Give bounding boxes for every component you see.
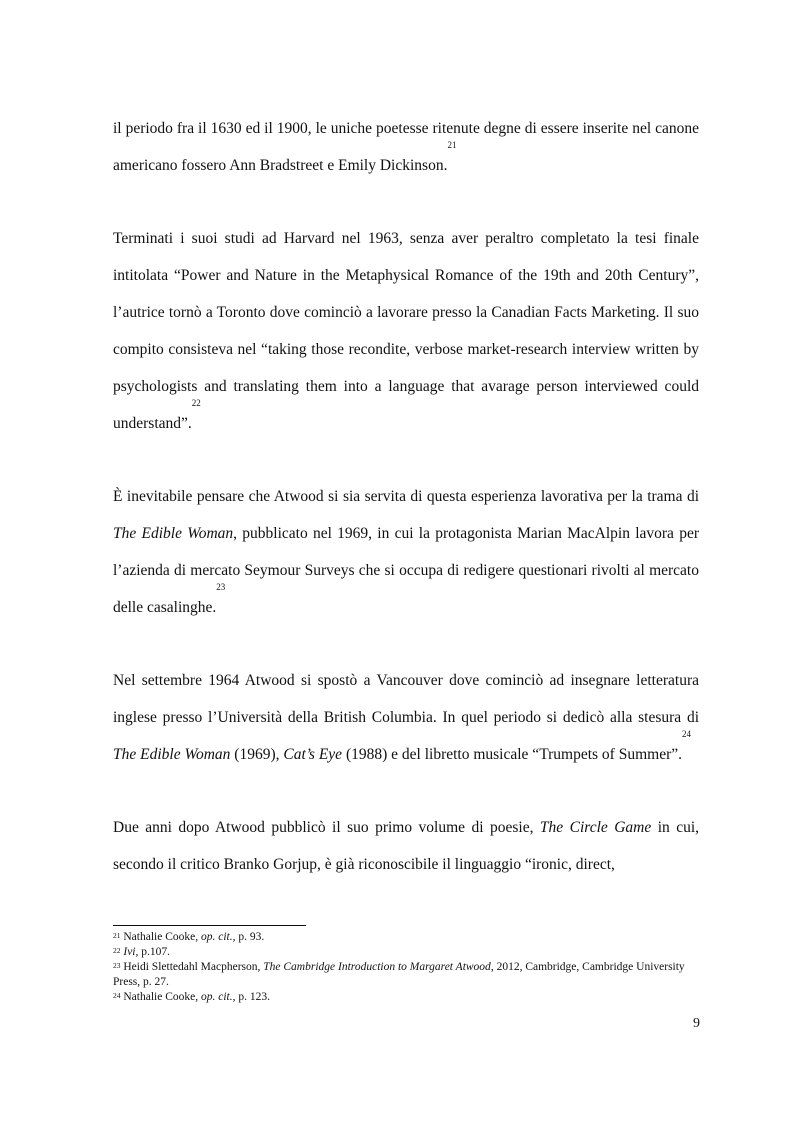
body-text bbox=[113, 110, 699, 919]
footnote-text: , p. 123. bbox=[232, 991, 270, 1003]
footnote-text: , 2012, Cambridge, Cambridge University Press, p. 27. bbox=[113, 961, 685, 988]
paragraph-text: (1988) e del libretto musicale “Trumpets of Summer”. bbox=[342, 746, 682, 763]
page-number: 9 bbox=[693, 1016, 700, 1031]
footnote-text: p.107. bbox=[138, 946, 171, 958]
book-title: Cat’s Eye bbox=[283, 746, 343, 763]
paragraph-2 bbox=[113, 220, 699, 442]
footnotes bbox=[113, 930, 699, 1005]
footnote-italic: op. cit. bbox=[200, 931, 233, 943]
footnote-number: 22 bbox=[113, 946, 121, 955]
footnote-italic: The Cambridge Introduction to Margaret Atwood bbox=[263, 961, 491, 973]
paragraph-text: Terminati i suoi studi ad Harvard nel 1963, senza aver peraltro completato la tesi finale intitolata “Power and Nature in the Metaphysical Romance of the 19th and 20th Century”, l’autrice tornò a Toronto dove cominciò a lavorare presso la Canadian Facts Marketing. Il suo compito consisteva nel “taking those recondite, verbose market-research interview written by psychologists and translating them into a language that avarage person interviewed could understand”. bbox=[113, 230, 699, 432]
footnote-reference-24: 24 bbox=[682, 729, 691, 739]
footnote-24 bbox=[113, 990, 699, 1005]
book-title: The Edible Woman bbox=[113, 746, 231, 763]
footnote-reference-23: 23 bbox=[216, 582, 226, 592]
footnote-reference-22: 22 bbox=[191, 398, 201, 408]
paragraph-text: , pubblicato nel 1969, in cui la protagonista Marian MacAlpin lavora per l’azienda di mercato Seymour Surveys che si occupa di redigere questionari rivolti al mercato delle casalinghe. bbox=[113, 525, 699, 616]
paragraph-text: È inevitabile pensare che Atwood si sia servita di questa esperienza lavorativa per la trama di bbox=[113, 488, 699, 505]
footnote-text: Heidi Slettedahl Macpherson, bbox=[123, 961, 264, 973]
paragraph-text: Due anni dopo Atwood pubblicò il suo primo volume di poesie, bbox=[113, 819, 540, 836]
paragraph-3 bbox=[113, 478, 699, 626]
footnote-separator bbox=[113, 925, 306, 926]
footnote-reference-21: 21 bbox=[447, 140, 457, 150]
footnote-number: 24 bbox=[113, 991, 121, 1000]
book-title: The Edible Woman bbox=[113, 525, 234, 542]
footnote-23 bbox=[113, 960, 699, 990]
paragraph-text: Nel settembre 1964 Atwood si spostò a Vancouver dove cominciò ad insegnare letteratura inglese presso l’Università della British Columbia. In quel periodo si dedicò alla stesura di bbox=[113, 672, 699, 726]
paragraph-1 bbox=[113, 110, 699, 184]
footnote-22 bbox=[113, 945, 699, 960]
paragraph-5 bbox=[113, 809, 699, 883]
paragraph-text: in cui, secondo il critico Branko Gorjup, è già riconoscibile il linguaggio “ironic, direct, bbox=[113, 819, 700, 873]
paragraph-text: (1969), bbox=[230, 746, 284, 763]
footnote-number: 23 bbox=[113, 961, 121, 970]
footnote-number: 21 bbox=[113, 931, 121, 940]
paragraph-text: il periodo fra il 1630 ed il 1900, le uniche poetesse ritenute degne di essere inserite nel canone americano fossero Ann Bradstreet e Emily Dickinson. bbox=[113, 120, 699, 174]
footnote-text: Nathalie Cooke, bbox=[123, 991, 201, 1003]
footnote-italic: Ivi, bbox=[123, 946, 139, 958]
footnote-21 bbox=[113, 930, 699, 945]
book-title: The Circle Game bbox=[539, 819, 652, 836]
paragraph-4 bbox=[113, 662, 699, 773]
footnote-text: Nathalie Cooke, bbox=[123, 931, 201, 943]
footnote-text: , p. 93. bbox=[232, 931, 265, 943]
footnote-italic: op. cit. bbox=[200, 991, 233, 1003]
